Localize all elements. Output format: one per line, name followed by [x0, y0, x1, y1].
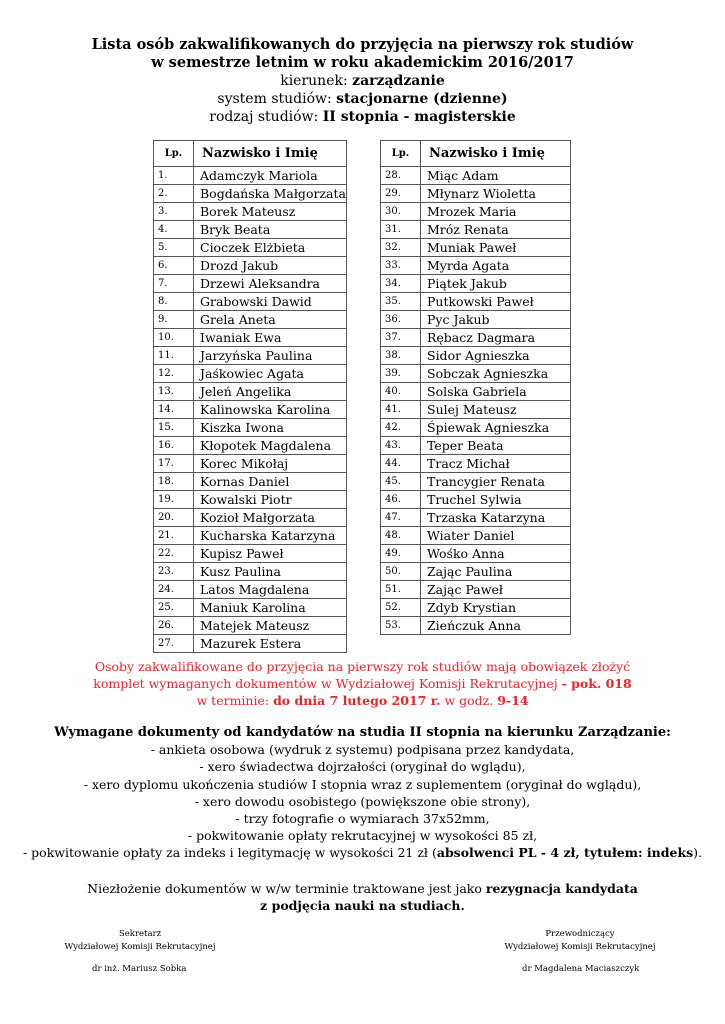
- candidate-name: Piątek Jakub: [421, 275, 571, 293]
- secretary-committee: Wydziałowej Komisji Rekrutacyjnej: [64, 942, 216, 952]
- secretary-signature-block: [40, 928, 240, 954]
- table-row: [154, 599, 347, 617]
- table-row: [381, 437, 571, 455]
- requirement-item: - xero dyplomu ukończenia studiów I stopnia wraz z suplementem (oryginał do wglądu),: [83, 776, 642, 792]
- row-number: 16.: [154, 437, 194, 455]
- row-number: 43.: [381, 437, 421, 455]
- table-row: [381, 329, 571, 347]
- row-number: 21.: [154, 527, 194, 545]
- requirement-item: - pokwitowanie opłaty rekrutacyjnej w wysokości 85 zł,: [187, 828, 538, 844]
- table-row: [381, 311, 571, 329]
- table-header-row: [154, 141, 347, 167]
- table-row: [154, 455, 347, 473]
- system-value: stacjonarne (dzienne): [336, 91, 508, 107]
- table-header-row: [381, 141, 571, 167]
- candidate-name: Grela Aneta: [194, 311, 347, 329]
- table-row: [154, 365, 347, 383]
- candidate-name: Pyc Jakub: [421, 311, 571, 329]
- candidate-name: Kiszka Iwona: [194, 419, 347, 437]
- row-number: 28.: [381, 167, 421, 185]
- candidate-name: Teper Beata: [421, 437, 571, 455]
- table-row: [381, 563, 571, 581]
- row-number: 51.: [381, 581, 421, 599]
- candidates-table-left: [153, 140, 347, 653]
- candidate-name: Iwaniak Ewa: [194, 329, 347, 347]
- table-row: [154, 293, 347, 311]
- table-row: [381, 455, 571, 473]
- table-row: [381, 473, 571, 491]
- row-number: 10.: [154, 329, 194, 347]
- table-row: [381, 527, 571, 545]
- row-number: 11.: [154, 347, 194, 365]
- table-row: [154, 401, 347, 419]
- chair-name: dr Magdalena Maciaszczyk: [522, 964, 640, 974]
- table-row: [154, 239, 347, 257]
- notice-room: - pok. 018: [561, 676, 632, 691]
- row-number: 7.: [154, 275, 194, 293]
- requirement-item-last: [0, 844, 725, 861]
- table-row: [381, 203, 571, 221]
- requirement-item: - xero świadectwa dojrzałości (oryginał do wglądu),: [199, 759, 526, 775]
- candidate-name: Solska Gabriela: [421, 383, 571, 401]
- candidate-name: Trzaska Katarzyna: [421, 509, 571, 527]
- rodzaj-line: [0, 108, 725, 126]
- candidate-name: Latos Magdalena: [194, 581, 347, 599]
- candidate-name: Kozioł Małgorzata: [194, 509, 347, 527]
- candidate-name: Trancygier Renata: [421, 473, 571, 491]
- requirement-item: - trzy fotografie o wymiarach 37x52mm,: [235, 811, 490, 827]
- name-column-header: Nazwisko i Imię: [194, 141, 347, 167]
- candidate-name: Sidor Agnieszka: [421, 347, 571, 365]
- candidate-name: Myrda Agata: [421, 257, 571, 275]
- row-number: 50.: [381, 563, 421, 581]
- row-number: 23.: [154, 563, 194, 581]
- table-row: [154, 167, 347, 185]
- row-number: 34.: [381, 275, 421, 293]
- candidate-name: Truchel Sylwia: [421, 491, 571, 509]
- table-row: [381, 617, 571, 635]
- table-row: [154, 419, 347, 437]
- table-row: [381, 581, 571, 599]
- table-row: [154, 311, 347, 329]
- candidate-name: Wośko Anna: [421, 545, 571, 563]
- table-row: [154, 563, 347, 581]
- chair-committee: Wydziałowej Komisji Rekrutacyjnej: [504, 942, 656, 952]
- table-row: [381, 167, 571, 185]
- row-number: 22.: [154, 545, 194, 563]
- table-row: [381, 239, 571, 257]
- row-number: 30.: [381, 203, 421, 221]
- row-number: 5.: [154, 239, 194, 257]
- candidate-name: Kupisz Paweł: [194, 545, 347, 563]
- candidate-name: Muniak Paweł: [421, 239, 571, 257]
- row-number: 27.: [154, 635, 194, 653]
- row-number: 1.: [154, 167, 194, 185]
- notice-line-2: [0, 675, 725, 692]
- candidate-name: Borek Mateusz: [194, 203, 347, 221]
- row-number: 31.: [381, 221, 421, 239]
- row-number: 8.: [154, 293, 194, 311]
- candidate-name: Matejek Mateusz: [194, 617, 347, 635]
- lp-column-header: Lp.: [154, 141, 194, 167]
- table-row: [154, 383, 347, 401]
- table-row: [154, 185, 347, 203]
- row-number: 49.: [381, 545, 421, 563]
- row-number: 12.: [154, 365, 194, 383]
- row-number: 6.: [154, 257, 194, 275]
- final-note-bold-1: rezygnacja kandydata: [485, 881, 638, 896]
- row-number: 32.: [381, 239, 421, 257]
- row-number: 47.: [381, 509, 421, 527]
- row-number: 36.: [381, 311, 421, 329]
- row-number: 53.: [381, 617, 421, 635]
- row-number: 45.: [381, 473, 421, 491]
- system-line: [0, 90, 725, 108]
- table-row: [154, 635, 347, 653]
- requirement-item: - ankieta osobowa (wydruk z systemu) podpisana przez kandydata,: [150, 742, 575, 758]
- candidate-name: Tracz Michał: [421, 455, 571, 473]
- row-number: 17.: [154, 455, 194, 473]
- table-row: [381, 545, 571, 563]
- candidate-name: Sobczak Agnieszka: [421, 365, 571, 383]
- title-line-2: w semestrze letnim w roku akademickim 2016/2017: [151, 54, 574, 71]
- candidate-name: Młynarz Wioletta: [421, 185, 571, 203]
- title-line-1: Lista osób zakwalifikowanych do przyjęcia na pierwszy rok studiów: [91, 36, 634, 53]
- candidate-name: Jaśkowiec Agata: [194, 365, 347, 383]
- row-number: 15.: [154, 419, 194, 437]
- requirements-title: Wymagane dokumenty od kandydatów na studia II stopnia na kierunku Zarządzanie:: [54, 725, 671, 740]
- table-body-right: [381, 167, 571, 635]
- table-row: [154, 491, 347, 509]
- candidate-name: Adamczyk Mariola: [194, 167, 347, 185]
- candidate-name: Kusz Paulina: [194, 563, 347, 581]
- candidate-name: Cioczek Elżbieta: [194, 239, 347, 257]
- chair-role: Przewodniczący: [545, 929, 615, 939]
- notice-line-1: Osoby zakwalifikowane do przyjęcia na pierwszy rok studiów mają obowiązek złożyć: [94, 659, 631, 674]
- table-row: [154, 545, 347, 563]
- table-row: [381, 491, 571, 509]
- candidate-name: Zając Paulina: [421, 563, 571, 581]
- row-number: 40.: [381, 383, 421, 401]
- table-row: [154, 275, 347, 293]
- req-last-bold: absolwenci PL - 4 zł, tytułem: indeks: [436, 845, 694, 861]
- candidate-name: Bogdańska Małgorzata: [194, 185, 347, 203]
- final-note: [0, 880, 725, 914]
- table-row: [381, 257, 571, 275]
- row-number: 19.: [154, 491, 194, 509]
- candidate-name: Grabowski Dawid: [194, 293, 347, 311]
- final-note-line-1: [0, 880, 725, 897]
- notice-line-2-text: komplet wymaganych dokumentów w Wydziałowej Komisji Rekrutacyjnej: [93, 676, 562, 691]
- row-number: 48.: [381, 527, 421, 545]
- row-number: 14.: [154, 401, 194, 419]
- table-row: [154, 329, 347, 347]
- table-row: [154, 581, 347, 599]
- kierunek-line: [0, 72, 725, 90]
- row-number: 4.: [154, 221, 194, 239]
- candidate-name: Rębacz Dagmara: [421, 329, 571, 347]
- row-number: 9.: [154, 311, 194, 329]
- row-number: 39.: [381, 365, 421, 383]
- candidate-name: Kalinowska Karolina: [194, 401, 347, 419]
- candidate-name: Mróz Renata: [421, 221, 571, 239]
- row-number: 13.: [154, 383, 194, 401]
- table-row: [154, 203, 347, 221]
- name-column-header: Nazwisko i Imię: [421, 141, 571, 167]
- candidate-name: Bryk Beata: [194, 221, 347, 239]
- row-number: 29.: [381, 185, 421, 203]
- table-row: [381, 293, 571, 311]
- row-number: 41.: [381, 401, 421, 419]
- row-number: 52.: [381, 599, 421, 617]
- table-row: [154, 437, 347, 455]
- table-row: [154, 509, 347, 527]
- lp-column-header: Lp.: [381, 141, 421, 167]
- candidate-name: Jarzyńska Paulina: [194, 347, 347, 365]
- candidate-name: Zieńczuk Anna: [421, 617, 571, 635]
- req-last-post: ).: [693, 845, 703, 861]
- chair-signature-block: [480, 928, 680, 954]
- candidate-name: Wiater Daniel: [421, 527, 571, 545]
- table-row: [381, 221, 571, 239]
- candidate-name: Putkowski Paweł: [421, 293, 571, 311]
- row-number: 35.: [381, 293, 421, 311]
- row-number: 44.: [381, 455, 421, 473]
- table-row: [154, 617, 347, 635]
- candidate-name: Kłopotek Magdalena: [194, 437, 347, 455]
- final-note-line-2: [0, 897, 725, 914]
- secretary-role: Sekretarz: [118, 929, 162, 939]
- secretary-name: dr inż. Mariusz Sobka: [92, 964, 187, 974]
- candidate-name: Drzewi Aleksandra: [194, 275, 347, 293]
- table-row: [154, 527, 347, 545]
- notice-hours: 9-14: [497, 693, 529, 708]
- table-row: [154, 473, 347, 491]
- req-last-pre: - pokwitowanie opłaty za indeks i legitymację w wysokości 21 zł (: [22, 845, 437, 861]
- kierunek-label: kierunek:: [280, 73, 353, 89]
- final-note-text: Niezłożenie dokumentów w w/w terminie traktowane jest jako: [87, 881, 486, 896]
- row-number: 24.: [154, 581, 194, 599]
- candidate-name: Mrozek Maria: [421, 203, 571, 221]
- row-number: 38.: [381, 347, 421, 365]
- table-row: [381, 275, 571, 293]
- table-row: [381, 347, 571, 365]
- rodzaj-value: II stopnia - magisterskie: [322, 109, 516, 125]
- row-number: 20.: [154, 509, 194, 527]
- kierunek-value: zarządzanie: [352, 73, 445, 89]
- candidate-name: Sulej Mateusz: [421, 401, 571, 419]
- notice-term-label: w terminie:: [196, 693, 274, 708]
- table-row: [381, 419, 571, 437]
- candidates-table-right: [380, 140, 571, 635]
- row-number: 18.: [154, 473, 194, 491]
- candidate-name: Korec Mikołaj: [194, 455, 347, 473]
- deadline-notice: [0, 658, 725, 709]
- final-note-bold-2: z podjęcia nauki na studiach.: [260, 898, 465, 913]
- candidate-name: Zdyb Krystian: [421, 599, 571, 617]
- candidate-name: Śpiewak Agnieszka: [421, 419, 571, 437]
- candidate-name: Maniuk Karolina: [194, 599, 347, 617]
- candidate-name: Jeleń Angelika: [194, 383, 347, 401]
- table-row: [381, 185, 571, 203]
- rodzaj-label: rodzaj studiów:: [209, 109, 323, 125]
- document-header: [0, 36, 725, 126]
- candidate-name: Miąc Adam: [421, 167, 571, 185]
- system-label: system studiów:: [217, 91, 337, 107]
- row-number: 2.: [154, 185, 194, 203]
- row-number: 3.: [154, 203, 194, 221]
- requirement-item: - xero dowodu osobistego (powiększone obie strony),: [194, 793, 531, 809]
- table-row: [381, 599, 571, 617]
- requirements-section: [0, 724, 725, 862]
- table-row: [381, 509, 571, 527]
- candidate-name: Drozd Jakub: [194, 257, 347, 275]
- row-number: 46.: [381, 491, 421, 509]
- row-number: 26.: [154, 617, 194, 635]
- table-row: [154, 347, 347, 365]
- row-number: 42.: [381, 419, 421, 437]
- table-row: [154, 221, 347, 239]
- notice-hours-label: w godz.: [440, 693, 498, 708]
- candidate-name: Mazurek Estera: [194, 635, 347, 653]
- row-number: 37.: [381, 329, 421, 347]
- row-number: 33.: [381, 257, 421, 275]
- table-row: [154, 257, 347, 275]
- table-body-left: [154, 167, 347, 653]
- candidate-name: Kornas Daniel: [194, 473, 347, 491]
- table-row: [381, 401, 571, 419]
- notice-line-3: [0, 692, 725, 709]
- notice-date: do dnia 7 lutego 2017 r.: [273, 693, 441, 708]
- candidate-name: Zając Paweł: [421, 581, 571, 599]
- candidate-name: Kucharska Katarzyna: [194, 527, 347, 545]
- table-row: [381, 383, 571, 401]
- row-number: 25.: [154, 599, 194, 617]
- candidate-name: Kowalski Piotr: [194, 491, 347, 509]
- table-row: [381, 365, 571, 383]
